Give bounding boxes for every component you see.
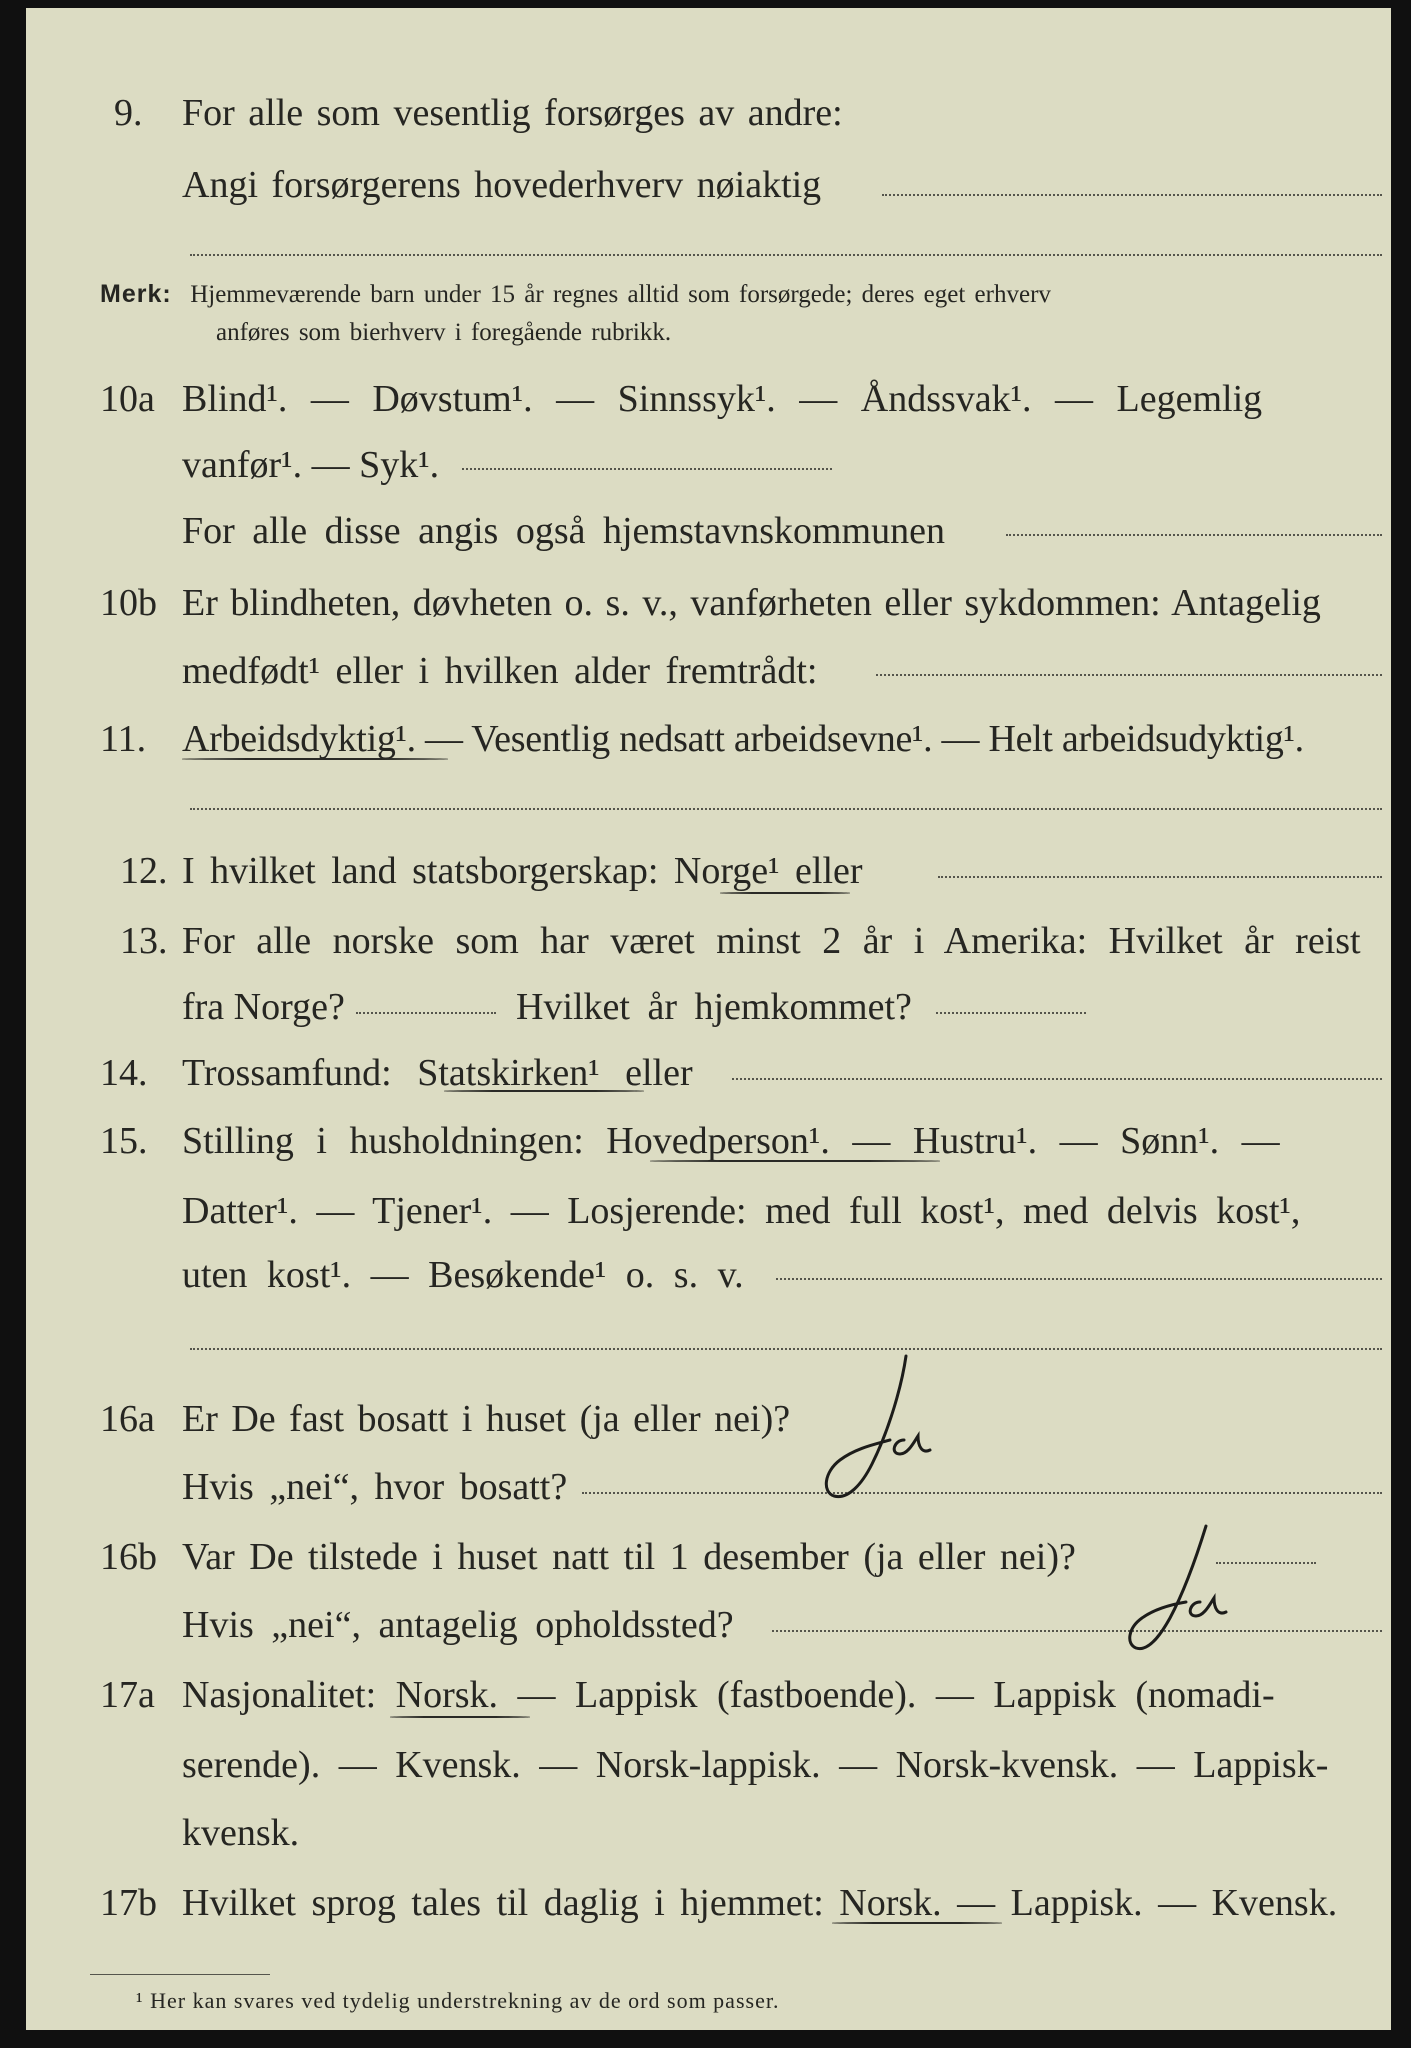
item-16b-line1: Var De tilstede i huset natt til 1 desember (ja eller nei)? (182, 1536, 1076, 1578)
item-14-answer-underline (444, 1090, 644, 1092)
item-9-answer-line (882, 194, 1382, 196)
census-form-page (26, 8, 1391, 2030)
item-15-extra-line (190, 1348, 1382, 1350)
item-17b-number: 17b (100, 1882, 157, 1924)
item-14-number: 14. (100, 1052, 148, 1094)
item-10a-home-line (1006, 534, 1382, 536)
item-10a-line3: For alle disse angis også hjemstavnskommunen (182, 510, 945, 552)
item-17a-line3: kvensk. (182, 1812, 300, 1854)
item-12-line1: I hvilket land statsborgerskap: Norge¹ eller (182, 850, 863, 892)
note-line2: anføres som bierhverv i foregående rubrikk. (216, 319, 672, 346)
item-17a-number: 17a (100, 1674, 155, 1716)
item-14-line1: Trossamfund: Statskirken¹ eller (182, 1052, 693, 1094)
item-15-answer-line (776, 1278, 1382, 1280)
footnote: ¹ Her kan svares ved tydelig understrekning av de ord som passer. (136, 1988, 780, 2013)
item-11-extra-line (190, 808, 1382, 810)
item-16a-answer-line (582, 1492, 1382, 1494)
item-10b-line2: medfødt¹ eller i hvilken alder fremtrådt: (182, 650, 818, 692)
item-15-line2: Datter¹. — Tjener¹. — Losjerende: med full kost¹, med delvis kost¹, (182, 1190, 1301, 1232)
item-9-line2: Angi forsørgerens hovederhverv nøiaktig (182, 164, 822, 206)
item-17b-line1: Hvilket sprog tales til daglig i hjemmet: Norsk. — Lappisk. — Kvensk. (182, 1882, 1338, 1924)
item-16b-place-line (772, 1630, 1382, 1632)
footnote-separator (90, 1974, 270, 1975)
item-17a-line1: Nasjonalitet: Norsk. — Lappisk (fastboende). — Lappisk (nomadi- (182, 1674, 1275, 1716)
item-10a-line2: vanfør¹. — Syk¹. (182, 444, 440, 486)
item-10b-line1: Er blindheten, døvheten o. s. v., vanførheten eller sykdommen: Antagelig (182, 582, 1321, 624)
item-9-number: 9. (114, 92, 143, 134)
item-12-number: 12. (120, 850, 168, 892)
item-10b-number: 10b (100, 582, 157, 624)
item-17a-line2: serende). — Kvensk. — Norsk-lappisk. — Norsk-kvensk. — Lappisk- (182, 1744, 1329, 1786)
item-13-number: 13. (120, 920, 168, 962)
item-12-answer-line (938, 876, 1382, 878)
note-text1: Hjemmeværende barn under 15 år regnes alltid som forsørgede; deres eget erhverv (190, 281, 1051, 308)
item-13-line2a: fra Norge? (182, 986, 345, 1028)
note-line1 (100, 282, 1051, 307)
item-14-answer-line (732, 1078, 1382, 1080)
item-13-line2b: Hvilket år hjemkommet? (516, 986, 912, 1028)
item-13-year-return-line (936, 1012, 1086, 1014)
item-10a-line1: Blind¹. — Døvstum¹. — Sinnssyk¹. — Åndssvak¹. — Legemlig (182, 378, 1263, 420)
item-17b-answer-underline (832, 1922, 1002, 1924)
item-11-line1: Arbeidsdyktig¹. — Vesentlig nedsatt arbeidsevne¹. — Helt arbeidsudyktig¹. (182, 718, 1304, 760)
item-16b-number: 16b (100, 1536, 157, 1578)
item-10a-answer-line (462, 468, 832, 470)
item-10a-number: 10a (100, 378, 155, 420)
item-16a-line1: Er De fast bosatt i huset (ja eller nei)? (182, 1398, 791, 1440)
item-13-year-left-line (356, 1012, 496, 1014)
item-12-answer-underline (720, 892, 850, 894)
item-13-line1: For alle norske som har været minst 2 år i Amerika: Hvilket år reist (182, 920, 1361, 962)
note-label: Merk: (100, 280, 172, 308)
handwritten-ja-16b (1106, 1518, 1236, 1668)
item-11-answer-underline (182, 758, 448, 760)
handwritten-ja-16a (806, 1344, 946, 1514)
item-16a-line2: Hvis „nei“, hvor bosatt? (182, 1466, 568, 1508)
item-9-extra-line (190, 254, 1382, 256)
item-15-line1: Stilling i husholdningen: Hovedperson¹. — Hustru¹. — Sønn¹. — (182, 1120, 1280, 1162)
item-10b-answer-line (876, 674, 1382, 676)
item-9-line1: For alle som vesentlig forsørges av andre: (182, 92, 843, 134)
item-11-number: 11. (100, 718, 147, 760)
item-16b-line2: Hvis „nei“, antagelig opholdssted? (182, 1604, 734, 1646)
item-17a-answer-underline (390, 1716, 530, 1718)
item-15-number: 15. (100, 1120, 148, 1162)
item-16a-number: 16a (100, 1398, 155, 1440)
item-15-line3: uten kost¹. — Besøkende¹ o. s. v. (182, 1254, 744, 1296)
item-15-answer-underline (650, 1160, 940, 1162)
